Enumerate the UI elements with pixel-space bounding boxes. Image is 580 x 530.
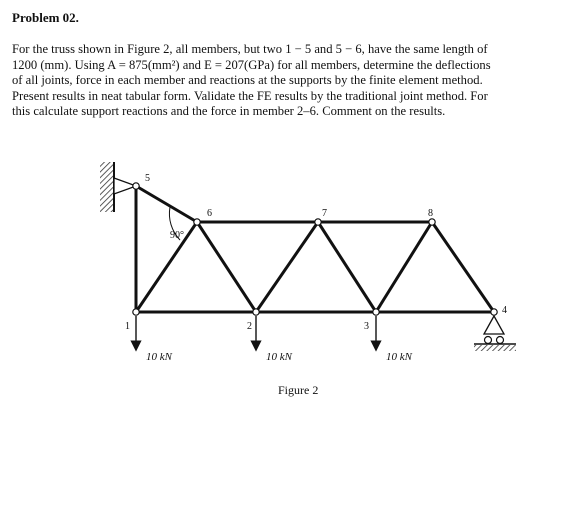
member-6-2 — [197, 222, 256, 312]
problem-title: Problem 02. — [12, 10, 79, 25]
joint-label-6: 6 — [207, 208, 212, 219]
joint-label-3: 3 — [364, 321, 369, 332]
statement-line: of all joints, force in each member and reactions at the supports by the finite element method. — [12, 73, 483, 88]
joint-4 — [491, 309, 497, 315]
statement-line: 1200 (mm). Using A = 875(mm²) and E = 207(GPa) for all members, determine the deflections — [12, 57, 491, 72]
roller-wheel-left — [485, 337, 492, 344]
joint-5 — [133, 183, 139, 189]
joint-7 — [315, 219, 321, 225]
member-3-8 — [376, 222, 432, 312]
joint-label-7: 7 — [322, 208, 327, 219]
wall-support — [100, 162, 114, 212]
statement-line: For the truss shown in Figure 2, all members, but two 1 − 5 and 5 − 6, have the same length of — [12, 42, 488, 56]
joint-6 — [194, 219, 200, 225]
joint-8 — [429, 219, 435, 225]
load-label-3: 10 kN — [386, 351, 412, 363]
angle-label: 90° — [170, 230, 184, 241]
roller-ground-hatch — [474, 345, 516, 351]
joint-label-1: 1 — [125, 321, 130, 332]
roller-wheel-right — [497, 337, 504, 344]
joint-label-4: 4 — [502, 305, 507, 316]
roller-support — [484, 316, 504, 334]
joint-3 — [373, 309, 379, 315]
load-label-2: 10 kN — [266, 351, 292, 363]
joint-markers — [133, 183, 497, 315]
member-1-6 — [136, 222, 197, 312]
figure-caption: Figure 2 — [278, 383, 319, 397]
truss-members — [136, 186, 494, 312]
statement-line: Present results in neat tabular form. Validate the FE results by the traditional joint method. For — [12, 88, 488, 103]
joint-2 — [253, 309, 259, 315]
joint-label-8: 8 — [428, 208, 433, 219]
member-7-3 — [318, 222, 376, 312]
load-label-1: 10 kN — [146, 351, 172, 363]
joint-label-5: 5 — [145, 173, 150, 184]
statement-line: this calculate support reactions and the force in member 2–6. Comment on the results. — [12, 104, 446, 119]
load-arrows — [136, 316, 376, 346]
joint-label-2: 2 — [247, 321, 252, 332]
member-2-7 — [256, 222, 318, 312]
joint-1 — [133, 309, 139, 315]
member-8-4 — [432, 222, 494, 312]
member-5-6 — [136, 186, 197, 222]
